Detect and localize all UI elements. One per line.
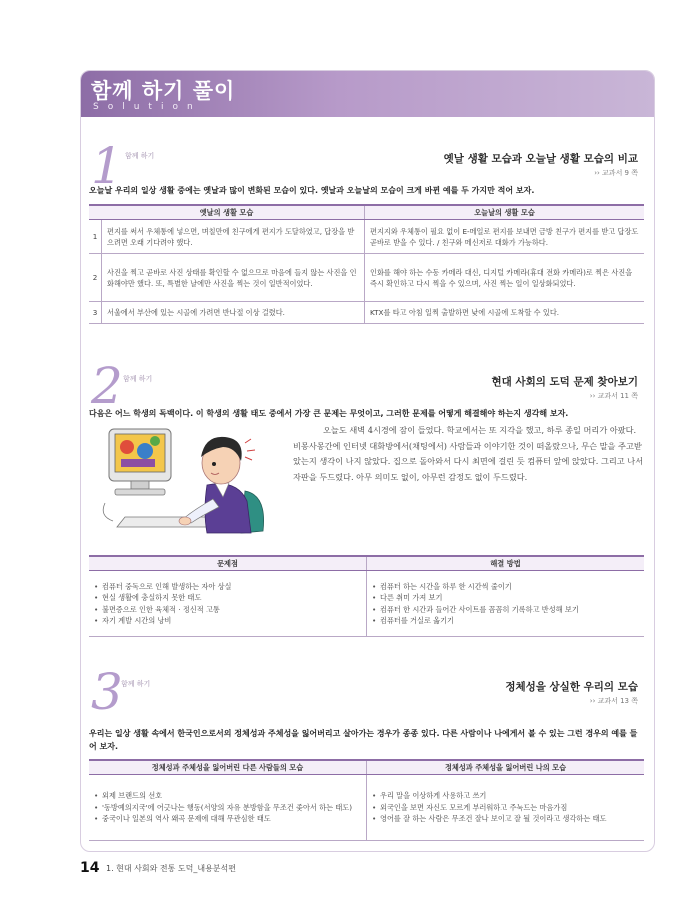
student-computer-illustration — [95, 421, 275, 539]
list-item: • 다른 취미 가져 보기 — [372, 592, 639, 604]
row-number: 3 — [89, 302, 102, 324]
list-item: • 영어를 잘 하는 사람은 무조건 잘나 보이고 잘 될 것이라고 생각하는 태도 — [372, 813, 639, 825]
list-item: • 외제 브랜드의 선호 — [94, 790, 361, 802]
list-item: • 컴퓨터 하는 시간을 하루 한 시간씩 줄이기 — [372, 581, 639, 593]
identity-table — [89, 759, 644, 841]
page-subtitle: Solution — [93, 102, 202, 112]
cell-past: 편지를 써서 우체통에 넣으면, 며칠만에 친구에게 편지가 도달하였고, 답장을 받으려면 오래 기다려야 했다. — [102, 220, 365, 254]
table-row — [89, 254, 644, 302]
list-item: • 외국인을 보면 자신도 모르게 부러워하고 주눅드는 마음가짐 — [372, 802, 639, 814]
row-number: 1 — [89, 220, 102, 254]
mine-cell — [367, 775, 645, 841]
mine-list — [372, 790, 639, 825]
section-tag: 함께 하기 — [123, 375, 153, 383]
solution-cell — [367, 571, 645, 637]
page-title: 함께 하기 풀이 — [91, 79, 236, 103]
list-item: • 중국이나 일본의 역사 왜곡 문제에 대해 무관심한 태도 — [94, 813, 361, 825]
question-text: 오늘날 우리의 일상 생활 중에는 옛날과 많이 변화된 모습이 있다. 옛날과 오늘날의 모습이 크게 바뀐 예를 두 가지만 적어 보자. — [89, 186, 535, 195]
section-title: 현대 사회의 도덕 문제 찾아보기 — [491, 376, 638, 388]
textbook-ref: ›› 교과서 11 쪽 — [589, 392, 638, 400]
section-tag: 함께 하기 — [125, 152, 155, 160]
section-title: 옛날 생활 모습과 오늘날 생활 모습의 비교 — [443, 153, 638, 165]
list-item: • 자기 계발 시간의 낭비 — [94, 615, 361, 627]
problem-cell — [89, 571, 367, 637]
others-list — [94, 790, 361, 825]
col-header-mine: 정체성과 주체성을 잃어버린 나의 모습 — [367, 760, 645, 775]
question-text: 우리는 일상 생활 속에서 한국인으로서의 정체성과 주체성을 잃어버리고 살아가는 경우가 종종 있다. 다른 사람이나 나에게서 볼 수 있는 그런 경우의 예를 들어 보자. — [89, 729, 638, 751]
list-item: • 컴퓨터를 거실로 옮기기 — [372, 615, 639, 627]
solution-list — [372, 581, 639, 627]
comparison-table — [89, 204, 644, 324]
section-title: 정체성을 상실한 우리의 모습 — [505, 681, 638, 693]
list-item: • 컴퓨터 한 시간과 들어간 사이트를 꼼꼼히 기록하고 반성해 보기 — [372, 604, 639, 616]
col-header-past: 옛날의 생활 모습 — [89, 205, 365, 220]
section-number: 1 — [91, 137, 123, 195]
cell-now: 편지지와 우체통이 필요 없이 E-메일로 편지를 보내면 금방 친구가 편지를 받고 답장도 곧바로 받을 수 있다. / 친구와 메신저로 대화가 가능하다. — [365, 220, 645, 254]
section-number: 2 — [91, 357, 123, 415]
problem-list — [94, 581, 361, 627]
textbook-ref: ›› 교과서 9 쪽 — [594, 169, 638, 177]
question-text: 다음은 어느 학생의 독백이다. 이 학생의 생활 태도 중에서 가장 큰 문제는 무엇이고, 그러한 문제를 어떻게 해결해야 하는지 생각해 보자. — [89, 409, 569, 418]
others-cell — [89, 775, 367, 841]
footer-chapter: 1. 현대 사회와 전통 도덕_내용분석편 — [106, 864, 236, 873]
section-tag: 함께 하기 — [121, 680, 151, 688]
cell-past: 사진을 찍고 곧바로 사진 상태를 확인할 수 없으므로 마음에 들지 않는 사진을 인화해야만 했다. 또, 특별한 날에만 사진을 찍는 것이 일반적이었다. — [102, 254, 365, 302]
page-number: 14 — [80, 860, 100, 876]
col-header-problem: 문제점 — [89, 556, 367, 571]
header-banner — [81, 71, 654, 117]
table-row — [89, 220, 644, 254]
table-row — [89, 302, 644, 324]
col-header-now: 오늘날의 생활 모습 — [365, 205, 645, 220]
col-header-others: 정체성과 주체성을 잃어버린 다른 사람들의 모습 — [89, 760, 367, 775]
list-item: • 현실 생활에 충실하지 못한 태도 — [94, 592, 361, 604]
list-item: • 우리 말을 이상하게 사용하고 쓰기 — [372, 790, 639, 802]
textbook-ref: ›› 교과서 13 쪽 — [589, 697, 638, 705]
col-header-solution: 해결 방법 — [367, 556, 645, 571]
cell-now: KTX를 타고 아침 일찍 출발하면 낮에 시골에 도착할 수 있다. — [365, 302, 645, 324]
list-item: • 불면증으로 인한 육체적 · 정신적 고통 — [94, 604, 361, 616]
content-frame — [80, 70, 655, 852]
section-number: 3 — [91, 663, 123, 721]
student-monologue: 오늘도 새벽 4시경에 잠이 들었다. 학교에서는 또 지각을 했고, 하루 종일 머리가 아팠다. 비몽사몽간에 인터넷 대화방에서(채팅에서) 사람들과 이야기한 것이 떠올랐으나, 무슨 말을 주고받았는지 생각이 나지 않았다. 집으로 돌아와서 다시 최면에 걸린 듯 컴퓨터 앞에 앉았다. 그리고 나서 자판을 두드렸다. 아무 의미도 없이, 아무런 감정도 없이 두드렸다. — [293, 425, 644, 482]
row-number: 2 — [89, 254, 102, 302]
cell-past: 서울에서 부산에 있는 시골에 가려면 반나절 이상 걸렸다. — [102, 302, 365, 324]
list-item: • 컴퓨터 중독으로 인해 발생하는 자아 상실 — [94, 581, 361, 593]
problem-solution-table — [89, 555, 644, 637]
list-item: • '동방예의지국'에 어긋나는 행동(서양의 자유 분방함을 무조건 좇아서 하는 태도) — [94, 802, 361, 814]
cell-now: 인화를 해야 하는 수동 카메라 대신, 디지털 카메라(휴대 전화 카메라)로 찍은 사진을 즉시 확인하고 다시 찍을 수 있으며, 사진 찍는 일이 일상화되었다. — [365, 254, 645, 302]
